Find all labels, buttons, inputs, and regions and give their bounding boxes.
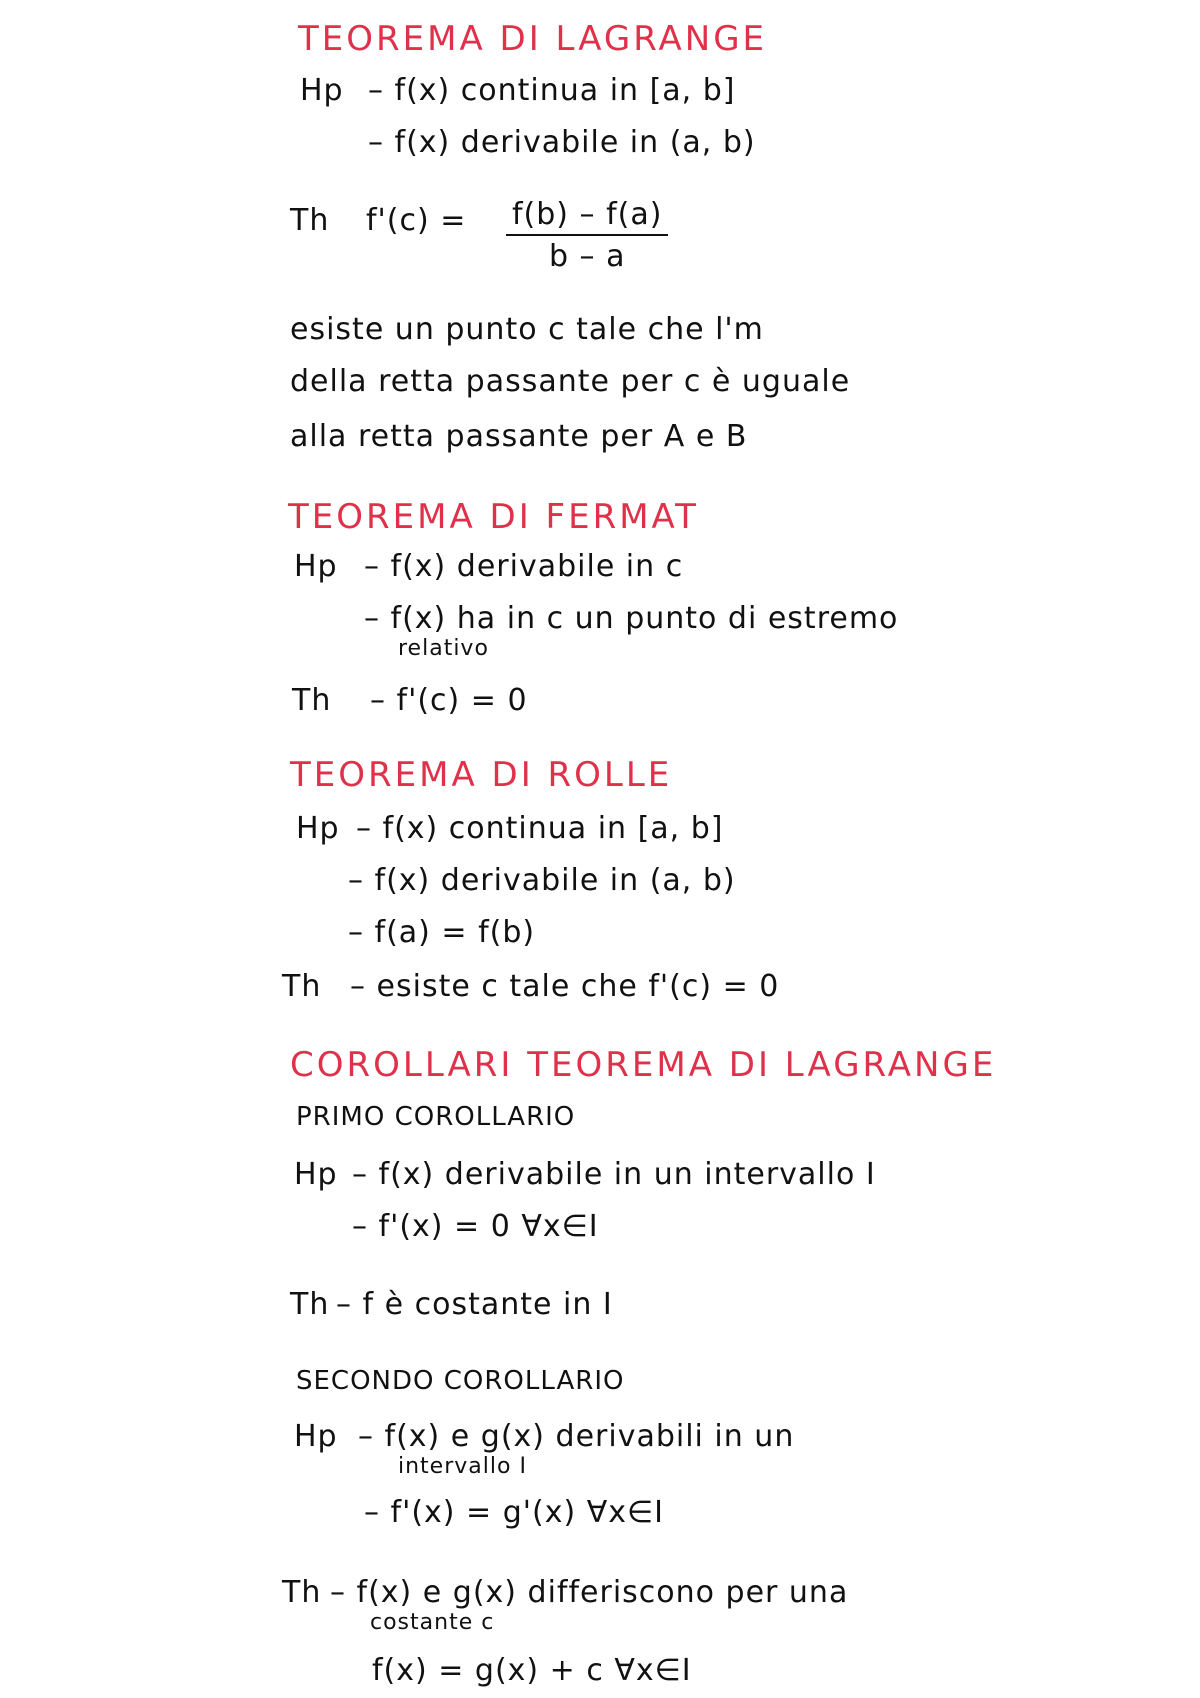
rolle-hp1: – f(x) continua in [a, b]	[356, 811, 724, 846]
lagrange-note-line2: della retta passante per c è uguale	[290, 364, 851, 399]
lagrange-hp-label: Hp	[300, 73, 344, 108]
rolle-hp2: – f(x) derivabile in (a, b)	[348, 863, 736, 898]
lagrange-th-label: Th	[290, 203, 330, 238]
lagrange-hp1: – f(x) continua in [a, b]	[368, 73, 736, 108]
fermat-hp2-cont: relativo	[398, 636, 489, 661]
rolle-title: TEOREMA DI ROLLE	[290, 755, 673, 795]
primo-hp-label: Hp	[294, 1157, 338, 1192]
fermat-title: TEOREMA DI FERMAT	[288, 497, 699, 537]
lagrange-hp2: – f(x) derivabile in (a, b)	[368, 125, 756, 160]
rolle-hp3: – f(a) = f(b)	[348, 915, 536, 950]
fermat-th: – f'(c) = 0	[370, 683, 528, 718]
lagrange-note-line1: esiste un punto c tale che l'm	[290, 312, 764, 347]
lagrange-th-lhs: f'(c) =	[366, 203, 467, 238]
primo-hp1: – f(x) derivabile in un intervallo I	[352, 1157, 876, 1192]
secondo-hp1-cont: intervallo I	[398, 1454, 527, 1479]
corollari-title: COROLLARI TEOREMA DI LAGRANGE	[290, 1045, 997, 1085]
fermat-th-label: Th	[292, 683, 332, 718]
fermat-hp-label: Hp	[294, 549, 338, 584]
rolle-th: – esiste c tale che f'(c) = 0	[350, 969, 780, 1004]
primo-hp2: – f'(x) = 0 ∀x∈I	[352, 1209, 599, 1244]
rolle-th-label: Th	[282, 969, 322, 1004]
secondo-th-cont: costante c	[370, 1610, 495, 1635]
secondo-hp1: – f(x) e g(x) derivabili in un	[358, 1419, 795, 1454]
secondo-corollario-heading: SECONDO COROLLARIO	[296, 1366, 625, 1396]
lagrange-title: TEOREMA DI LAGRANGE	[298, 19, 768, 59]
fermat-hp2: – f(x) ha in c un punto di estremo	[364, 601, 899, 636]
fermat-hp1: – f(x) derivabile in c	[364, 549, 684, 584]
primo-th: – f è costante in I	[336, 1287, 613, 1322]
lagrange-th-numerator: f(b) – f(a)	[506, 200, 668, 236]
secondo-formula: f(x) = g(x) + c ∀x∈I	[372, 1653, 692, 1688]
lagrange-th-fraction	[506, 197, 668, 274]
secondo-th: – f(x) e g(x) differiscono per una	[330, 1575, 849, 1610]
lagrange-note-line3: alla retta passante per A e B	[290, 419, 748, 454]
primo-th-label: Th	[290, 1287, 330, 1322]
secondo-hp-label: Hp	[294, 1419, 338, 1454]
lagrange-th-denominator: b – a	[548, 239, 626, 274]
secondo-th-label: Th	[282, 1575, 322, 1610]
rolle-hp-label: Hp	[296, 811, 340, 846]
primo-corollario-heading: PRIMO COROLLARIO	[296, 1102, 576, 1132]
secondo-hp2: – f'(x) = g'(x) ∀x∈I	[364, 1495, 664, 1530]
